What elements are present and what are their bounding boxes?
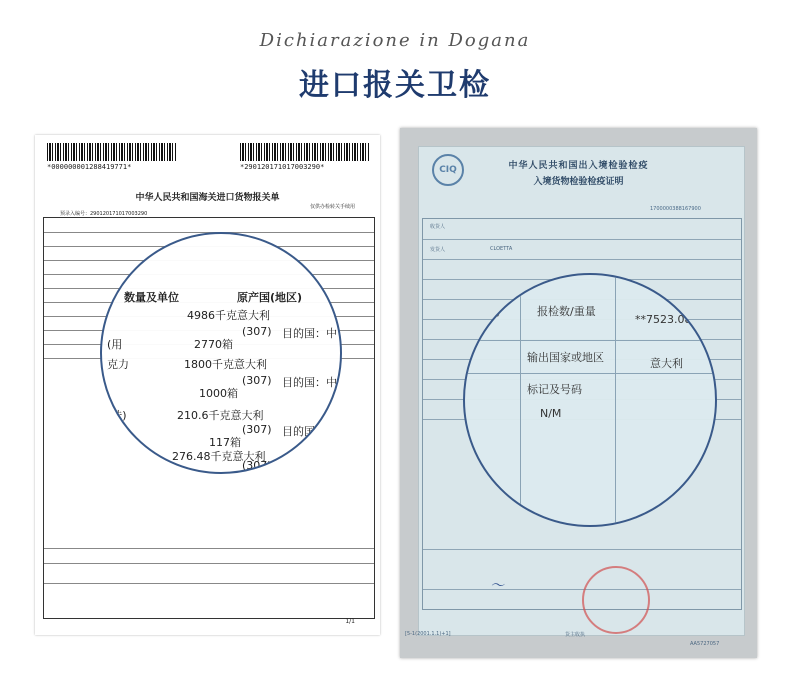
consignor-value: CLOETTA (490, 246, 513, 252)
mag-line: 4986千克意大利 (187, 309, 270, 322)
mag-fragment: 克力 (107, 358, 129, 371)
customs-form-page-number: 1/1 (345, 618, 355, 625)
barcode-left (47, 143, 177, 161)
certificate-number: 1700000388167900 (650, 206, 701, 212)
certificate-footer-serial: AA5727057 (690, 641, 720, 647)
mag-line: (307) (242, 374, 272, 387)
mag-line: (307) (242, 423, 272, 436)
mag-line: (307) (242, 325, 272, 338)
consignee-label: 收货人 (430, 224, 446, 230)
inspection-stamp (582, 566, 650, 634)
mag-line: 目的国：中 (282, 327, 337, 340)
barcode-left-number: *000000001288419771* (47, 163, 132, 171)
mag-marks-label: 标记及号码 (527, 383, 582, 396)
mag-quantity-value: **7523.08 (635, 313, 692, 326)
mag-line: 2770箱 (194, 338, 233, 351)
mag-fragment: (用 (107, 338, 123, 351)
page-subtitle: Dichiarazione in Dogana (259, 30, 531, 51)
mag-line: 1000箱 (199, 387, 238, 400)
inspector-signature: 〜 (490, 578, 504, 594)
certificate-title-line2: 入境货物检验检疫证明 (533, 177, 624, 187)
mag-country-label: 输出国家或地区 (527, 351, 604, 364)
mag-line: 210.6千克意大利 (177, 409, 264, 422)
mag-header-origin: 原产国(地区) (237, 291, 303, 304)
certificate-footer-holder: 货主收执 (565, 632, 586, 638)
customs-form-title: 中华人民共和国海关进口货物报关单 (135, 193, 280, 203)
consignor-label: 发货人 (430, 247, 446, 253)
mag-line: 目的国：中 (282, 376, 337, 389)
customs-magnifier (100, 232, 342, 474)
certificate-footer-code: [5-1(2001.1.1)+1] (405, 631, 451, 637)
mag-line: 1800千克意大利 (184, 358, 267, 371)
page-title: 进口报关卫检 (299, 68, 491, 103)
mag-line: 276.48千克意大利 (172, 450, 266, 463)
barcode-right-number: *290120171017003290* (240, 163, 325, 171)
certificate-title-line1: 中华人民共和国出入境检验检疫 (508, 161, 649, 171)
customs-entry-id: 预录入编号：290120171017003290 (60, 211, 148, 217)
mag-country-value: 意大利 (650, 357, 683, 370)
mag-line: 目的国：中 (282, 425, 337, 438)
mag-line: 117箱 (209, 436, 241, 449)
mag-quantity-label: 报检数/重量 (537, 305, 596, 318)
barcode-right (240, 143, 370, 161)
mag-header-quantity: 数量及单位 (124, 291, 179, 304)
ciq-emblem-icon: CIQ (432, 154, 464, 186)
mag-flavor: (原味) (470, 305, 501, 318)
customs-form-note: 仅供办检转关手续用 (309, 204, 355, 210)
mag-line: 目的国：中 (282, 461, 337, 474)
mag-marks-value: N/M (540, 407, 562, 420)
mag-fragment: (味) (107, 409, 127, 422)
certificate-magnifier (463, 273, 717, 527)
mag-line: (307) (242, 459, 272, 472)
